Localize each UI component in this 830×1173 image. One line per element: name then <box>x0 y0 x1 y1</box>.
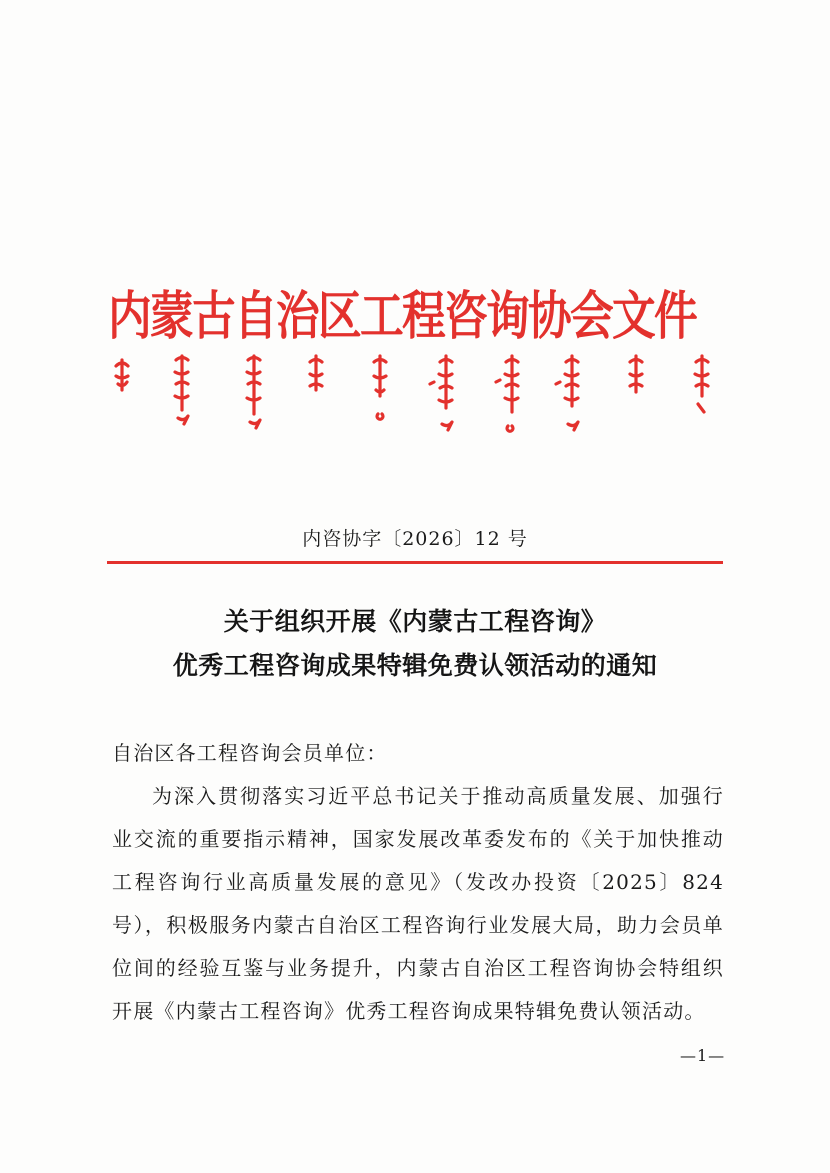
notice-body <box>112 732 724 1033</box>
masthead-title: 内蒙古自治区工程咨询协会文件 <box>108 286 697 347</box>
page-number: —1— <box>680 1046 726 1065</box>
red-divider-line <box>107 561 723 564</box>
document-number: 内咨协字〔2026〕12 号 <box>302 528 528 550</box>
salutation: 自治区各工程咨询会员单位： <box>112 741 388 765</box>
mongolian-script-masthead <box>108 352 720 452</box>
body-paragraph-1: 为深入贯彻落实习近平总书记关于推动高质量发展、加强行业交流的重要指示精神，国家发展改革委发布的《关于加快推动工程咨询行业高质量发展的意见》（发改办投资〔2025〕824 号），积极服务内蒙古自治区工程咨询行业发展大局，助力会员单位间的经验互鉴与业务提升，内蒙古自治区工程咨询协会特组织开展《内蒙古工程咨询》优秀工程咨询成果特辑免费认领活动。 <box>112 784 724 1023</box>
notice-title <box>0 600 830 688</box>
title-line-1: 关于组织开展《内蒙古工程咨询》 <box>223 607 607 636</box>
title-line-2: 优秀工程咨询成果特辑免费认领活动的通知 <box>172 651 658 680</box>
